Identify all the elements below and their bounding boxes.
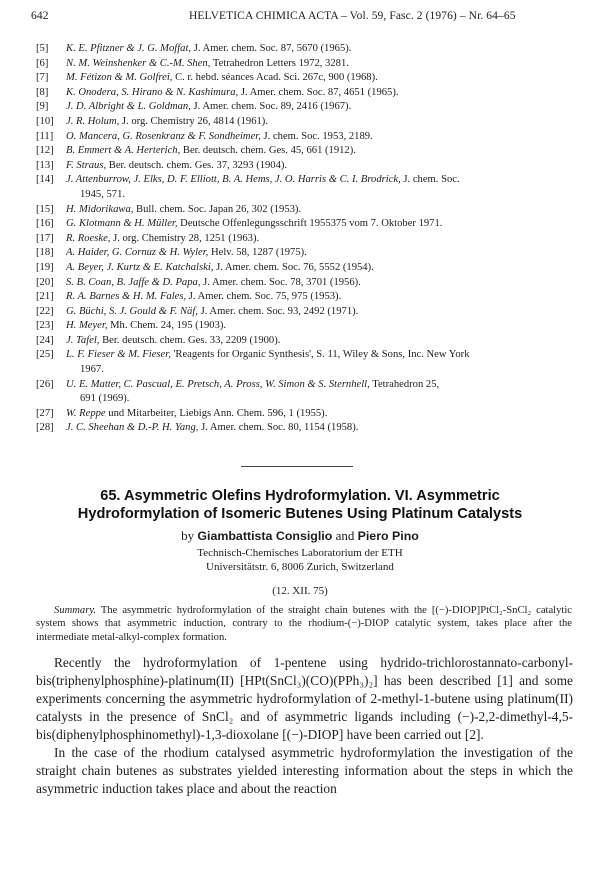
- reference-item: [16] G. Klotmann & H. Müller, Deutsche Offenlegungsschrift 1955375 vom 7. Oktober 1971.: [36, 218, 443, 230]
- author-name: Piero Pino: [357, 529, 419, 543]
- article-title-line: Hydroformylation of Isomeric Butenes Using Platinum Catalysts: [77, 506, 523, 522]
- reference-item: [17] R. Roeske, J. org. Chemistry 28, 1251 (1963).: [36, 232, 260, 244]
- reference-item: [27] W. Reppe und Mitarbeiter, Liebigs Ann. Chem. 596, 1 (1955).: [36, 407, 328, 419]
- reference-item: [6] N. M. Weinshenker & C.-M. Shen, Tetrahedron Letters 1972, 3281.: [36, 57, 349, 69]
- paragraph: In the case of the rhodium catalysed asymmetric hydroformylation the investigation of the straight chain butenes as substrates yielded interesting information about the steps in which the asymmetric induction takes place and about the reaction: [36, 745, 573, 796]
- author-name: Giambattista Consiglio: [197, 529, 333, 543]
- reference-item: [22] G. Büchi, S. J. Gould & F. Näf, J. Amer. chem. Soc. 93, 2492 (1971).: [36, 305, 359, 317]
- reference-item: [26] U. E. Matter, C. Pascual, E. Pretsch, A. Pross, W. Simon & S. Sternhell, Tetrahedron 25, 691 (1969).: [36, 378, 440, 405]
- reference-item: [20] S. B. Coan, B. Jaffe & D. Papa, J. Amer. chem. Soc. 78, 3701 (1956).: [36, 276, 361, 288]
- summary-label: Summary.: [54, 605, 97, 616]
- summary: [36, 604, 572, 644]
- page-number: 642: [31, 10, 49, 22]
- journal-header: HELVETICA CHIMICA ACTA – Vol. 59, Fasc. 2 (1976) – Nr. 64–65: [189, 10, 516, 22]
- affiliation: Technisch-Chemisches Laboratorium der ETH Universitätstr. 6, 8006 Zurich, Switzerland: [197, 547, 403, 573]
- reference-item: [9] J. D. Albright & L. Goldman, J. Amer. chem. Soc. 89, 2416 (1967).: [36, 101, 352, 113]
- article-title: [40, 487, 560, 523]
- reference-list: [36, 42, 572, 436]
- reference-item: [5] K. E. Pfitzner & J. G. Moffat, J. Amer. chem. Soc. 87, 5670 (1965).: [36, 43, 352, 54]
- running-head: [31, 10, 572, 28]
- reference-item: [24] J. Tafel, Ber. deutsch. chem. Ges. 33, 2209 (1900).: [36, 334, 281, 346]
- reference-item: [23] H. Meyer, Mh. Chem. 24, 195 (1903).: [36, 320, 227, 332]
- reference-item: [25] L. F. Fieser & M. Fieser, 'Reagents for Organic Synthesis', S. 11, Wiley & Sons, Inc. New York 1967.: [36, 349, 470, 376]
- reference-item: [14] J. Attenburrow, J. Elks, D. F. Elliott, B. A. Hems, J. O. Harris & C. I. Brodrick, J. chem. Soc. 1945, 571.: [36, 174, 460, 200]
- reference-item: [13] F. Straus, Ber. deutsch. chem. Ges. 37, 3293 (1904).: [36, 159, 288, 171]
- reference-item: [10] J. R. Holum, J. org. Chemistry 26, 4814 (1961).: [36, 115, 268, 127]
- section-divider: [241, 466, 353, 467]
- reference-item: [7] M. Fétizon & M. Golfrei, C. r. hebd. séances Acad. Sci. 267c, 900 (1968).: [36, 72, 378, 84]
- summary-text: The asymmetric hydroformylation of the straight chain butenes with the [(−)-DIOP]PtCl₂-SnCl₂ catalytic system shows that asymmetric induction, contrary to the rhodium-(−)-DIOP catalytic system, takes place after the intermediate metal-alkyl-complex formation.: [36, 605, 572, 643]
- reference-item: [8] K. Onodera, S. Hirano & N. Kashimura, J. Amer. chem. Soc. 87, 4651 (1965).: [36, 86, 399, 98]
- reference-item: [11] O. Mancera, G. Rosenkranz & F. Sondheimer, J. chem. Soc. 1953, 2189.: [36, 130, 373, 142]
- body-text: [36, 654, 573, 798]
- reference-item: [18] A. Haider, G. Cornuz & H. Wyler, Helv. 58, 1287 (1975).: [36, 247, 307, 259]
- paragraph: Recently the hydroformylation of 1-pentene using hydrido-trichlorostannato-carbonyl-bis(triphenylphosphine)-platinum(II) [HPt(SnCl₃)(CO)(PPh₃)₂] has been described [1] and some experiments concerning the asymmetric hydroformylation of 2-methyl-1-butene using platinum(II) catalysts in the presence of SnCl₂ and of asymmetric ligands including (−)-2,2-dimethyl-4,5-bis(diphenylphosphinomethyl)-1,3-dioxolane [(−)-DIOP] have been carried out [2].: [36, 655, 573, 742]
- reference-item: [28] J. C. Sheehan & D.-P. H. Yang, J. Amer. chem. Soc. 80, 1154 (1958).: [36, 422, 359, 434]
- received-date: (12. XII. 75): [272, 585, 328, 597]
- reference-item: [15] H. Midorikawa, Bull. chem. Soc. Japan 26, 302 (1953).: [36, 203, 302, 215]
- reference-item: [21] R. A. Barnes & H. M. Fales, J. Amer. chem. Soc. 75, 975 (1953).: [36, 291, 342, 303]
- reference-item: [19] A. Beyer, J. Kurtz & E. Katchalski, J. Amer. chem. Soc. 76, 5552 (1954).: [36, 261, 374, 273]
- article-title-line: 65. Asymmetric Olefins Hydroformylation. VI. Asymmetric: [100, 488, 500, 504]
- reference-item: [12] B. Emmert & A. Herterich, Ber. deutsch. chem. Ges. 45, 661 (1912).: [36, 145, 356, 157]
- author-byline: by Giambattista Consiglio and Piero Pino: [181, 528, 419, 543]
